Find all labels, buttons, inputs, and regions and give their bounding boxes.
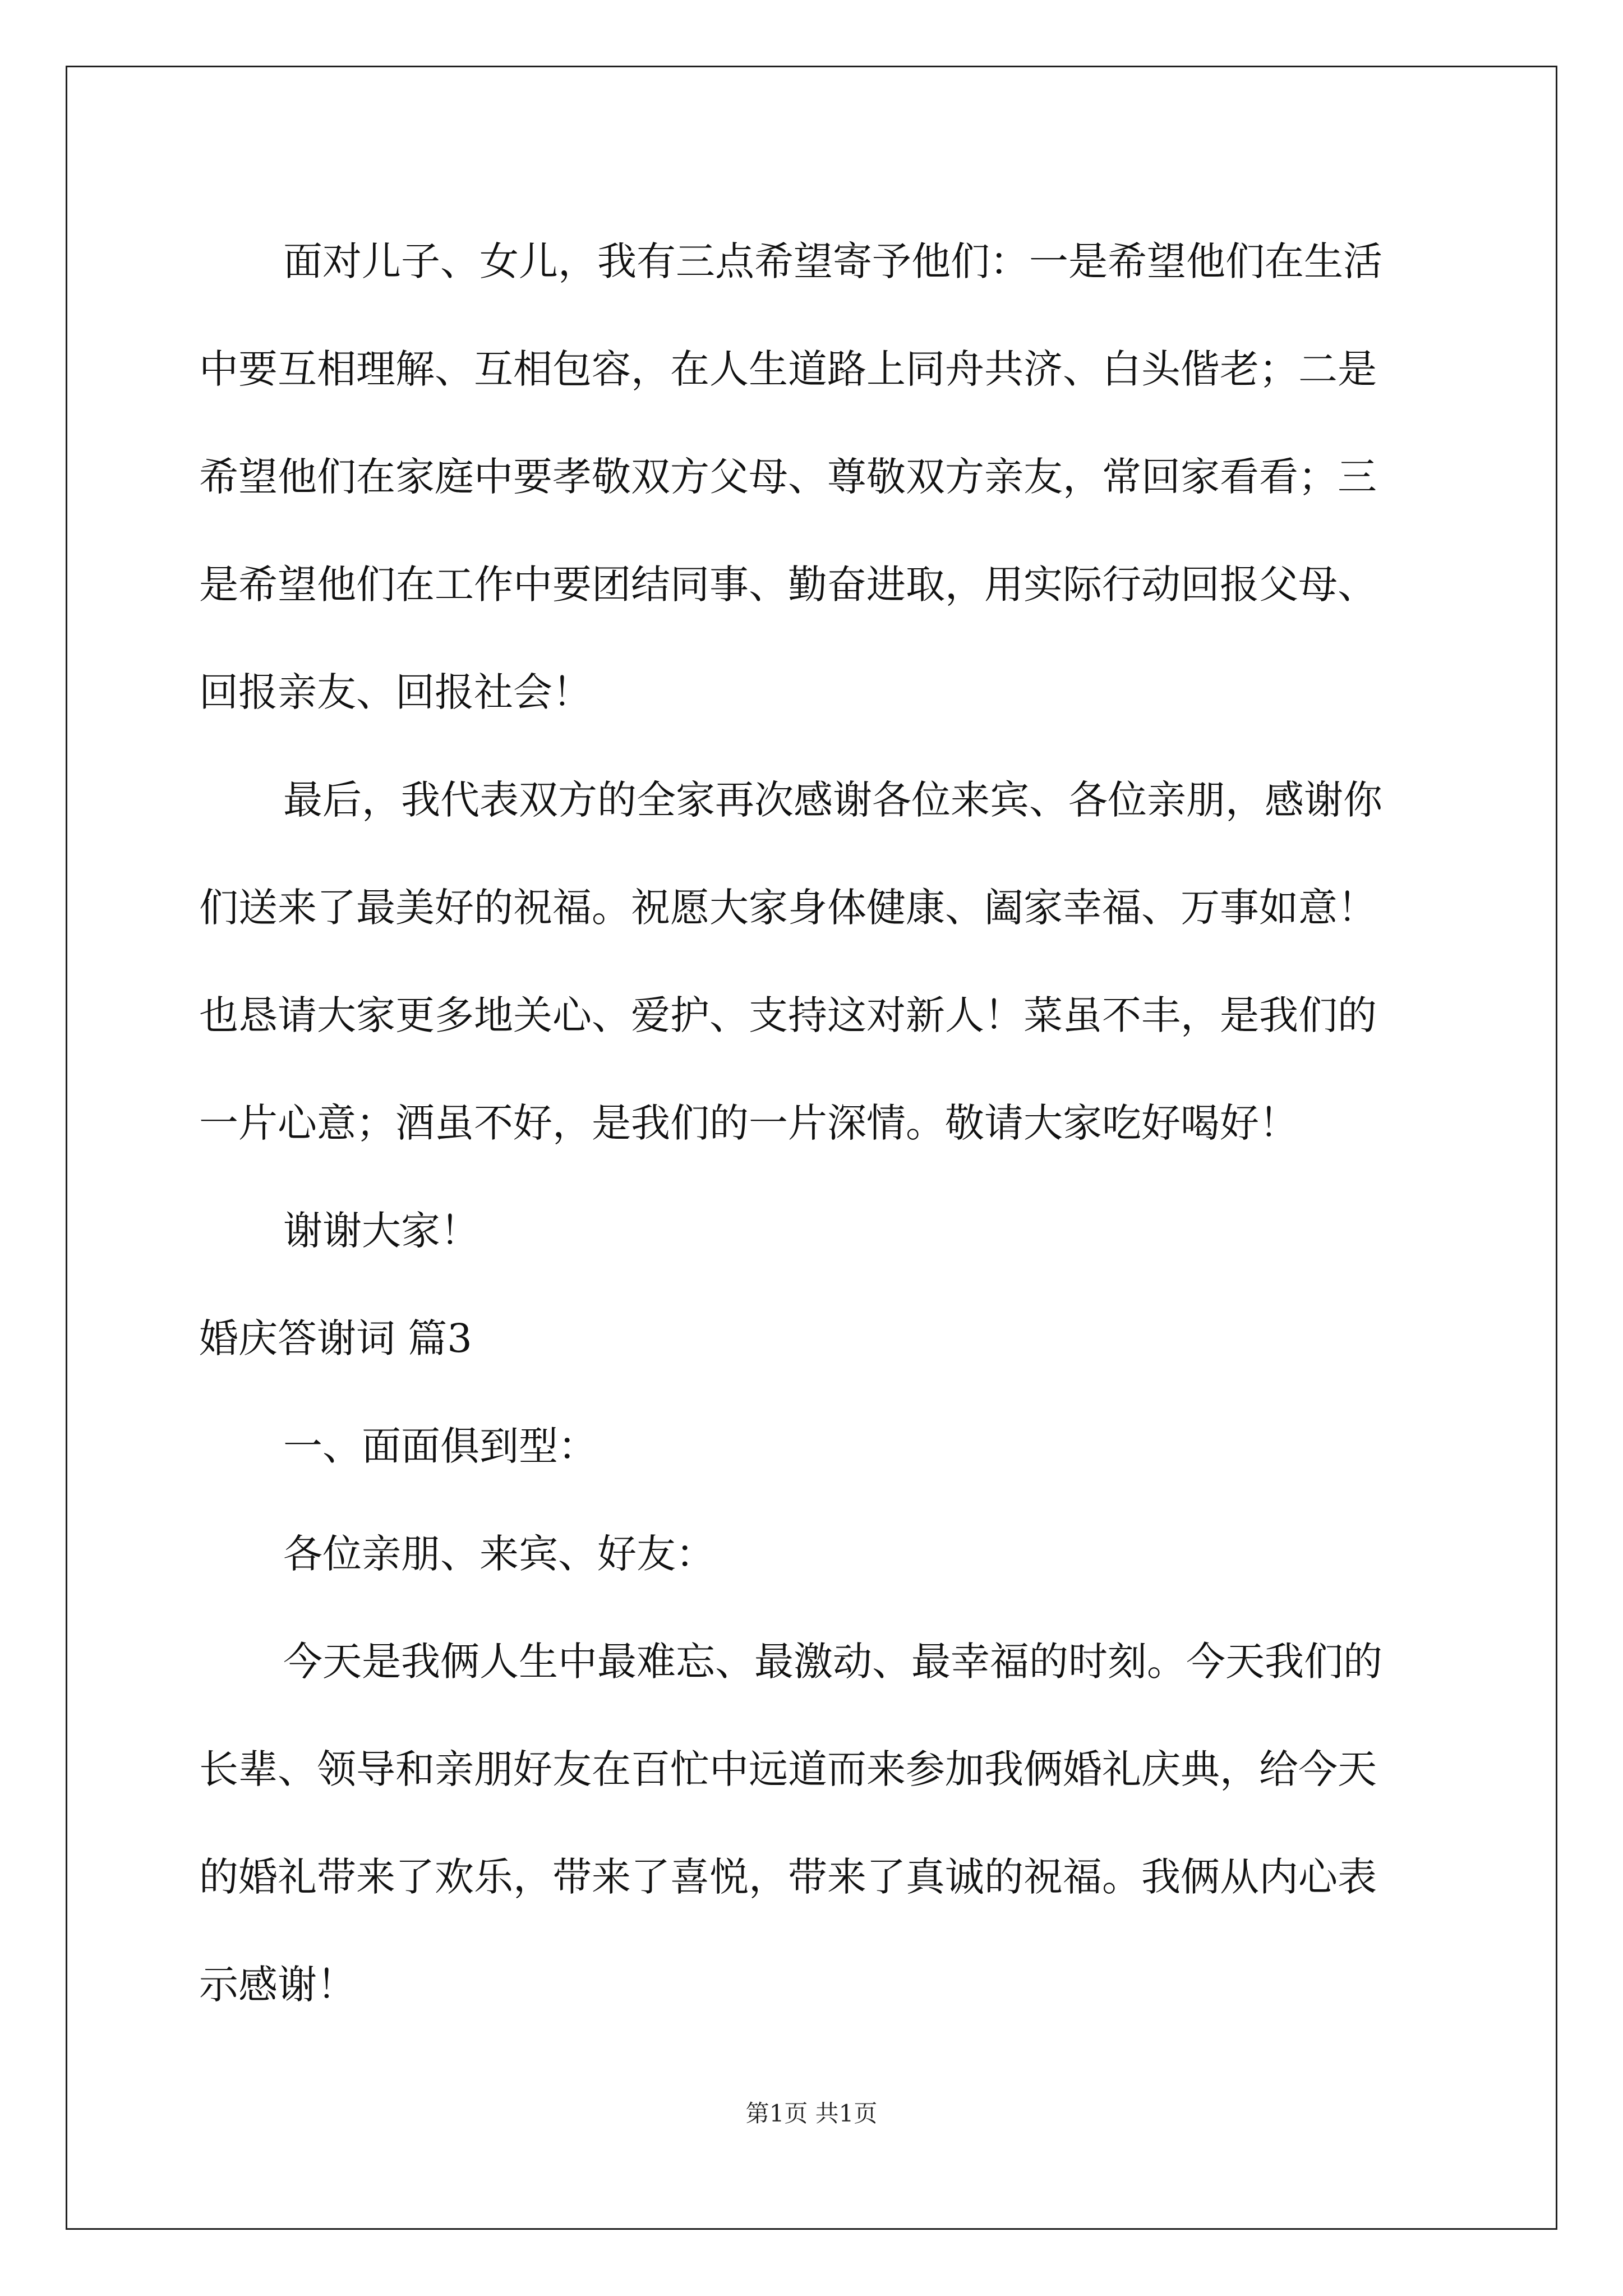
- paragraph-line: 面对儿子、女儿，我有三点希望寄予他们：一是希望他们在生活: [283, 238, 1382, 284]
- document-body: [199, 208, 1436, 2039]
- paragraph-line: 回报亲友、回报社会！: [199, 669, 592, 715]
- paragraph-line: 也恳请大家更多地关心、爱护、支持这对新人！菜虽不丰，是我们的: [199, 992, 1377, 1038]
- paragraph-line: 是希望他们在工作中要团结同事、勤奋进取，用实际行动回报父母、: [199, 562, 1377, 608]
- paragraph-line: 中要互相理解、互相包容，在人生道路上同舟共济、白头偕老；二是: [199, 346, 1377, 392]
- paragraph-line: 长辈、领导和亲朋好友在百忙中远道而来参加我俩婚礼庆典，给今天: [199, 1746, 1377, 1792]
- page-footer: 第1页 共1页: [745, 2100, 878, 2127]
- paragraph-line: 各位亲朋、来宾、好友：: [283, 1531, 715, 1577]
- paragraph-line: 示感谢！: [199, 1962, 356, 2008]
- paragraph-line: 的婚礼带来了欢乐，带来了喜悦，带来了真诚的祝福。我俩从内心表: [199, 1854, 1377, 1900]
- paragraph-line: 希望他们在家庭中要孝敬双方父母、尊敬双方亲友，常回家看看；三: [199, 454, 1377, 500]
- section-heading: 婚庆答谢词 篇3: [199, 1315, 472, 1361]
- paragraph-line: 今天是我俩人生中最难忘、最激动、最幸福的时刻。今天我们的: [283, 1639, 1382, 1685]
- paragraph-line: 一片心意；酒虽不好，是我们的一片深情。敬请大家吃好喝好！: [199, 1100, 1298, 1146]
- paragraph-line: 最后，我代表双方的全家再次感谢各位来宾、各位亲朋，感谢你: [283, 777, 1382, 823]
- paragraph-line: 谢谢大家！: [283, 1208, 479, 1254]
- paragraph-line: 们送来了最美好的祝福。祝愿大家身体健康、阖家幸福、万事如意！: [199, 885, 1377, 931]
- paragraph-line: 一、面面俱到型：: [283, 1423, 597, 1469]
